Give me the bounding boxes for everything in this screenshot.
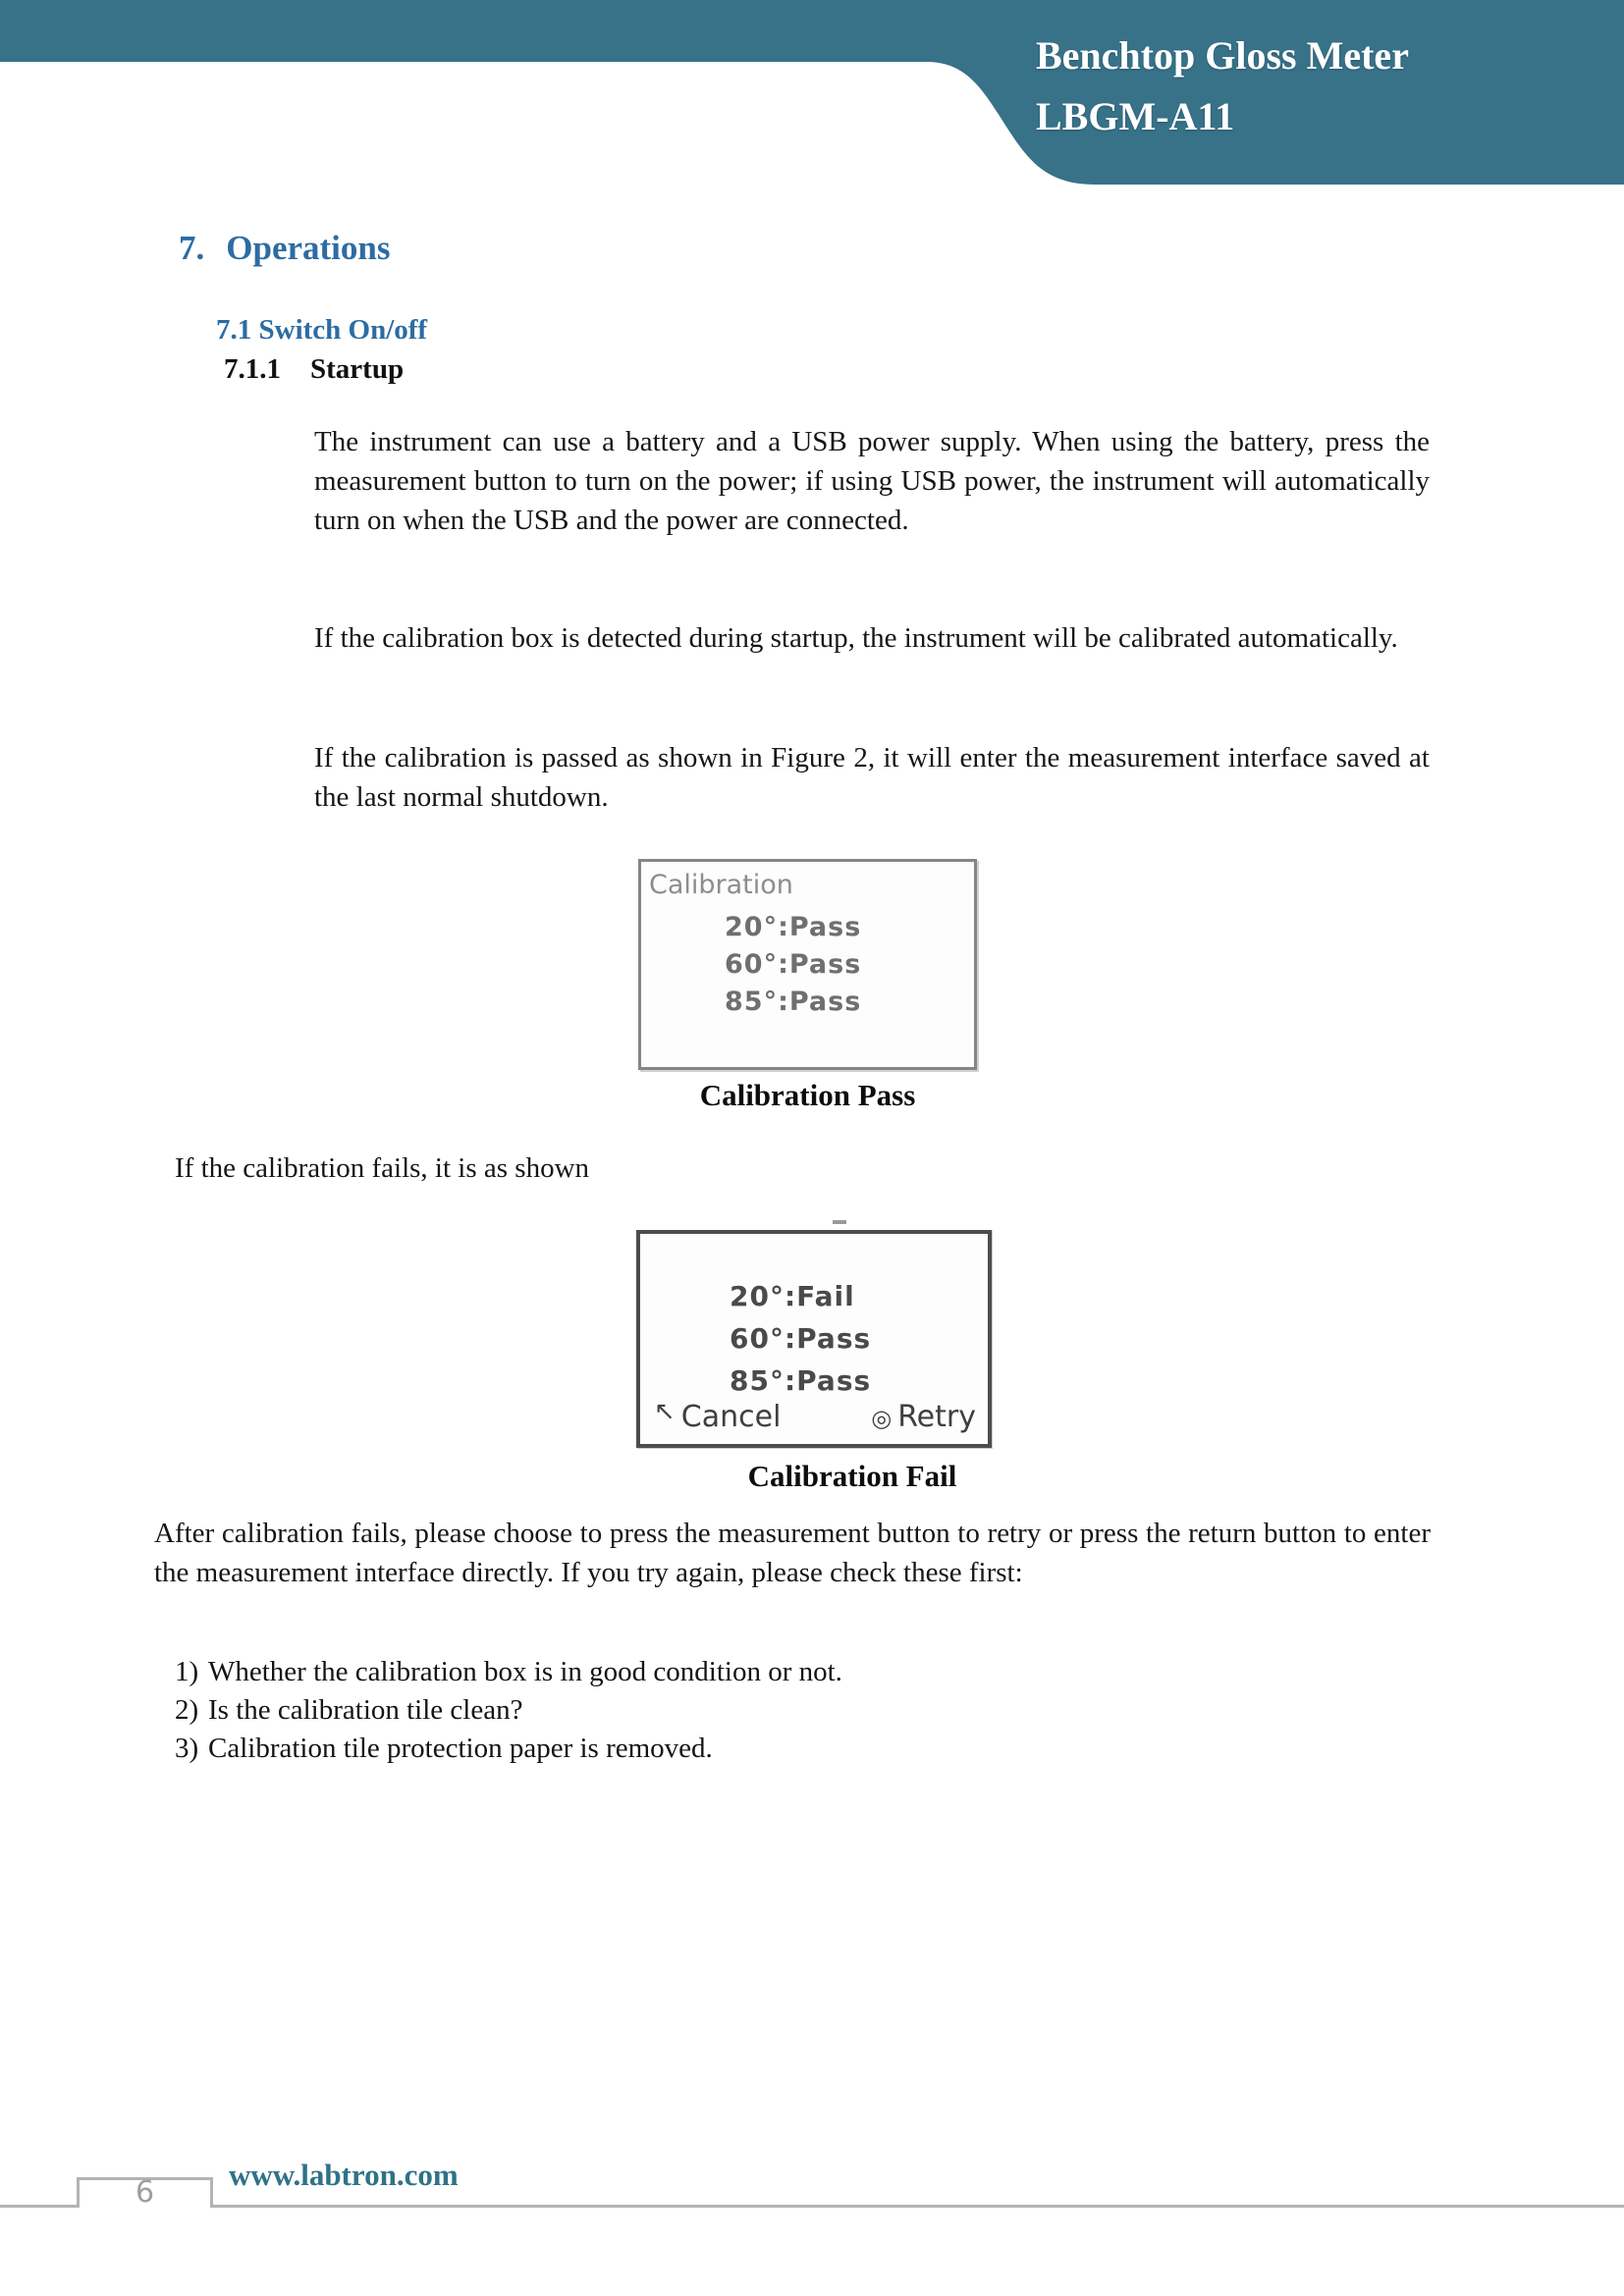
lcd-line-60deg: 60°:Pass — [725, 949, 862, 980]
figure-calibration-fail-screen — [636, 1230, 992, 1448]
lcd-result-lines — [730, 1275, 871, 1402]
lcd-line-60deg: 60°:Pass — [730, 1322, 872, 1355]
document-title — [1036, 26, 1586, 147]
retry-label: Retry — [897, 1400, 976, 1434]
paragraph-fail-intro: If the calibration fails, it is as shown — [175, 1152, 590, 1184]
page-number: 6 — [135, 2175, 155, 2210]
lcd-result-lines — [725, 909, 861, 1021]
website-link: www.labtron.com — [229, 2158, 459, 2192]
list-item — [175, 1691, 842, 1730]
figure-calibration-pass-screen — [638, 859, 977, 1070]
lcd-line-85deg: 85°:Pass — [725, 987, 862, 1017]
footer-rule-left — [0, 2205, 77, 2208]
section-heading-operations — [179, 229, 390, 268]
list-item-text: Calibration tile protection paper is removed. — [208, 1733, 713, 1764]
paragraph-power-supply: The instrument can use a battery and a USB power supply. When using the battery, press the measurement button to turn on the power; if using USB power, the instrument will automatically turn on when the USB and the power are connected. — [314, 426, 1430, 536]
document-title-line2: LBGM-A11 — [1036, 94, 1235, 138]
back-arrow-icon: ↖ — [654, 1397, 676, 1426]
list-item — [175, 1653, 842, 1691]
footer-rule-right — [213, 2205, 1624, 2208]
lcd-line-20deg: 20°:Pass — [725, 912, 862, 942]
document-title-line1: Benchtop Gloss Meter — [1036, 33, 1409, 78]
figure-caption-fail: Calibration Fail — [747, 1459, 957, 1493]
subsubsection-heading-startup — [224, 353, 404, 386]
list-item — [175, 1730, 842, 1768]
paragraph-calibration-passed: If the calibration is passed as shown in Figure 2, it will enter the measurement interface saved at the last normal shutdown. — [314, 742, 1430, 813]
lcd-cancel-softkey — [654, 1397, 782, 1434]
cursor-dash-mark — [833, 1220, 846, 1224]
lcd-softkey-row — [640, 1397, 988, 1434]
list-item-number: 3) — [175, 1733, 199, 1764]
list-item-number: 1) — [175, 1656, 199, 1687]
paragraph-auto-calibration: If the calibration box is detected during startup, the instrument will be calibrated automatically. — [314, 622, 1398, 654]
list-item-text: Whether the calibration box is in good condition or not. — [208, 1656, 842, 1687]
cancel-label: Cancel — [680, 1400, 782, 1434]
section-title: Operations — [226, 229, 391, 267]
subsection-heading-switch-onoff: 7.1 Switch On/off — [216, 314, 428, 346]
lcd-line-85deg: 85°:Pass — [730, 1364, 872, 1397]
section-number: 7. — [179, 229, 205, 267]
paragraph-after-fail: After calibration fails, please choose to press the measurement button to retry or press the return button to enter the measurement interface directly. If you try again, please check these first: — [154, 1518, 1431, 1588]
lcd-screen-title: Calibration — [649, 870, 793, 900]
subsubsection-number: 7.1.1 — [224, 353, 281, 385]
checklist — [175, 1653, 842, 1768]
figure-caption-pass: Calibration Pass — [699, 1078, 916, 1112]
target-icon: ◎ — [871, 1405, 893, 1432]
page-number-tab — [77, 2177, 213, 2208]
lcd-retry-softkey — [871, 1400, 976, 1434]
subsubsection-title: Startup — [310, 353, 405, 385]
list-item-text: Is the calibration tile clean? — [208, 1694, 523, 1726]
list-item-number: 2) — [175, 1694, 199, 1726]
lcd-line-20deg: 20°:Fail — [730, 1280, 855, 1312]
